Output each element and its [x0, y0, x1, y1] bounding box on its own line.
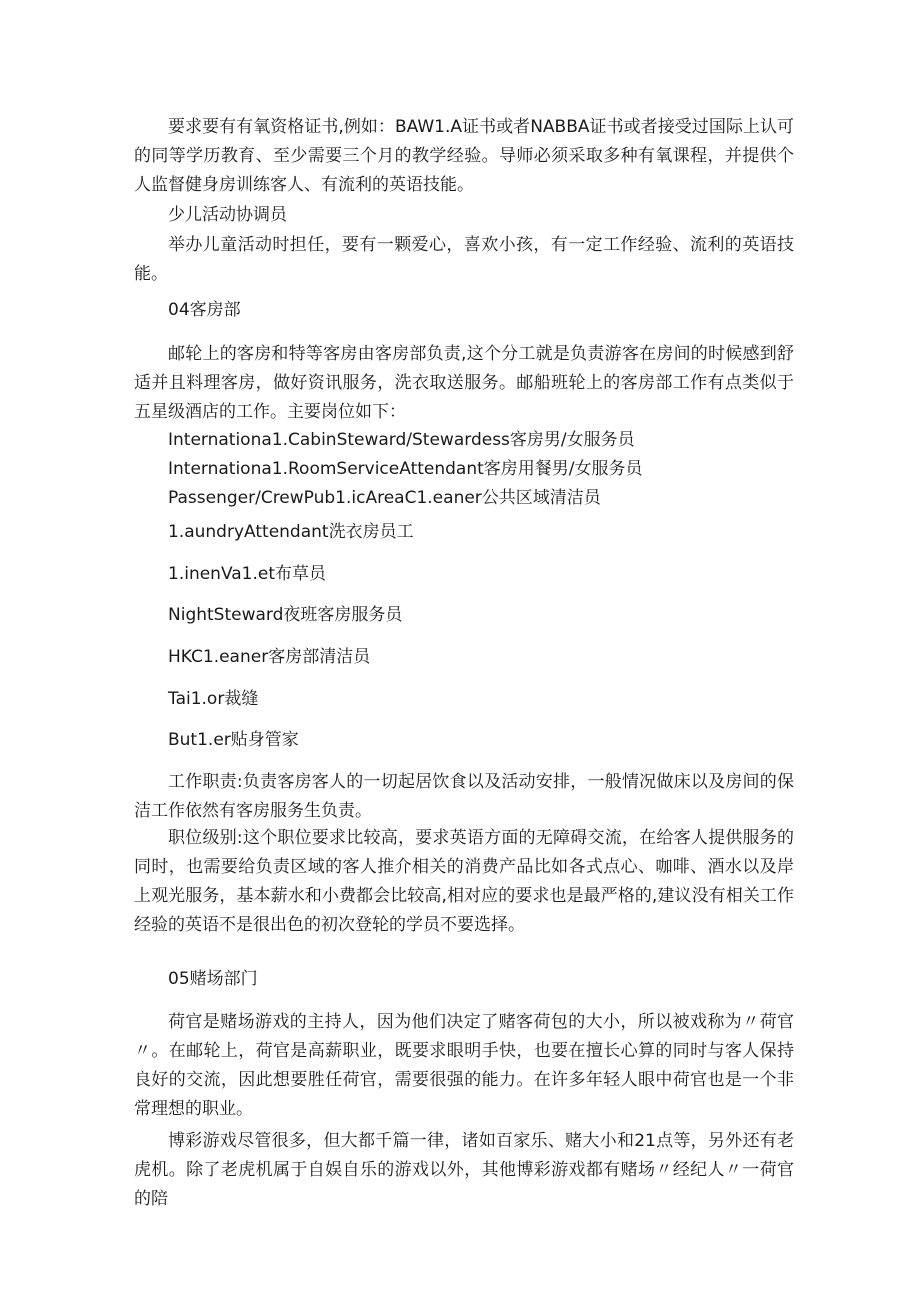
paragraph-kids-coordinator: 举办儿童活动时担任，要有一颗爱心，喜欢小孩，有一定工作经验、流利的英语技能。 [134, 235, 794, 284]
list-item-night-steward: NightSteward夜班客房服务员 [168, 605, 403, 625]
paragraph-job-duties: 工作职责:负责客房客人的一切起居饮食以及活动安排，一般情况做床以及房间的保洁工作依然有客房服务生负责。 [134, 772, 794, 821]
paragraph-aerobics-instructor: 要求要有有氧资格证书,例如：BAW1.A证书或者NABBA证书或者接受过国际上认可的同等学历教育、至少需要三个月的教学经验。导师必须采取多种有氧课程，并提供个人监督健身房训练客人、有流利的英语技能。 [134, 117, 794, 195]
paragraph-housekeeping-intro: 邮轮上的客房和特等客房由客房部负责,这个分工就是负责游客在房间的时候感到舒适并且料理客房，做好资讯服务，洗衣取送服务。邮船班轮上的客房部工作有点类似于五星级酒店的工作。主要岗位如下： [134, 344, 794, 422]
paragraph-job-level: 职位级别:这个职位要求比较高，要求英语方面的无障碍交流，在给客人提供服务的同时，也需要给负责区域的客人推介相关的消费产品比如各式点心、咖啡、酒水以及岸上观光服务，基本薪水和小费都会比较高,相对应的要求也是最严格的,建议没有相关工作经验的英语不是很出色的初次登轮的学员不要选择。 [134, 828, 794, 935]
list-item-laundry: 1.aundryAttendant洗衣房员工 [168, 522, 414, 542]
paragraph-gambling-games: 博彩游戏尽管很多，但大都千篇一律，诸如百家乐、赌大小和21点等，另外还有老虎机。除了老虎机属于自娱自乐的游戏以外，其他博彩游戏都有赌场〃经纪人〃一荷官的陪 [134, 1131, 794, 1209]
heading-housekeeping: 04客房部 [168, 300, 241, 320]
list-item-hk-cleaner: HKC1.eaner客房部清洁员 [168, 647, 371, 667]
list-item-linen-valet: 1.inenVa1.et布草员 [168, 564, 327, 584]
list-item-public-area-cleaner: Passenger/CrewPub1.icAreaC1.eaner公共区域清洁员 [168, 488, 601, 508]
list-item-butler: But1.er贴身管家 [168, 730, 299, 750]
list-item-room-service: Internationa1.RoomServiceAttendant客房用餐男/女服务员 [168, 459, 643, 479]
list-item-tailor: Tai1.or裁缝 [168, 689, 259, 709]
list-item-cabin-steward: Internationa1.CabinSteward/Stewardess客房男/女服务员 [168, 430, 635, 450]
paragraph-croupier: 荷官是赌场游戏的主持人，因为他们决定了赌客荷包的大小，所以被戏称为〃荷官〃。在邮轮上，荷官是高薪职业，既要求眼明手快，也要在擅长心算的同时与客人保持良好的交流，因此想要胜任荷官，需要很强的能力。在许多年轻人眼中荷官也是一个非常理想的职业。 [134, 1012, 794, 1119]
heading-casino: 05赌场部门 [168, 969, 258, 989]
heading-kids-coordinator: 少儿活动协调员 [168, 205, 287, 225]
